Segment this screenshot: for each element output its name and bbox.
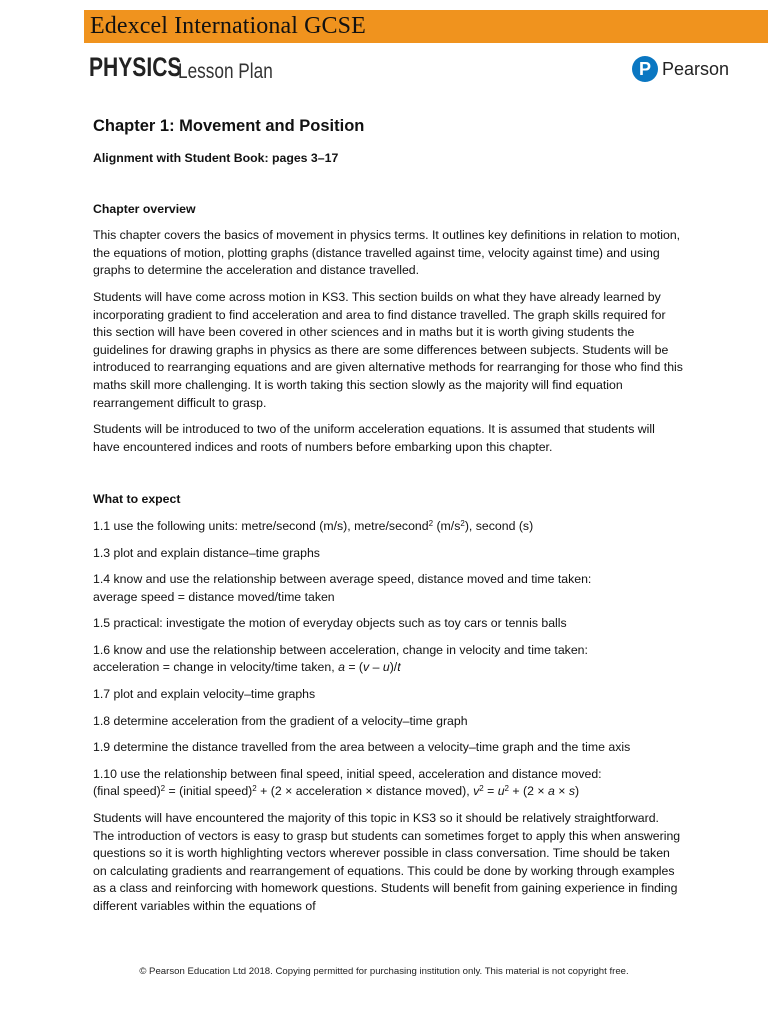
expect-item: 1.3 plot and explain distance–time graphs (93, 545, 320, 560)
expect-item: 1.10 use the relationship between final speed, initial speed, acceleration and distance moved: (final speed)$^2$ = (initial speed)$^2$ + (2 × acceleration × distance moved), $v^2 = u^2 + (2 \times a \times s)$ (93, 766, 602, 799)
overview-heading: Chapter overview (93, 201, 196, 216)
copyright-footer: © Pearson Education Ltd 2018. Copying permitted for purchasing institution only. This material is not copyright free. (139, 966, 629, 977)
expect-item: 1.4 know and use the relationship between average speed, distance moved and time taken: average speed = distance moved/time taken (93, 572, 592, 604)
expect-item: 1.5 practical: investigate the motion of everyday objects such as toy cars or tennis balls (93, 616, 567, 631)
overview-paragraph: Students will be introduced to two of the uniform acceleration equations. It is assumed that students will have encountered indices and roots of numbers before embarking upon this chapter. (93, 422, 655, 454)
pearson-logo-icon: P (632, 56, 658, 82)
pearson-logo (632, 55, 729, 83)
banner-title: Edexcel International GCSE (90, 13, 366, 39)
subject-title (89, 52, 273, 83)
expect-item: 1.1 use the following units: metre/second (m/s), metre/second$^2$ $(m/s^2)$, second (s) (93, 518, 534, 533)
expect-item: 1.9 determine the distance travelled from the area between a velocity–time graph and the time axis (93, 740, 631, 755)
closing-paragraph: Students will have encountered the majority of this topic in KS3 so it should be relatively straightforward. The introduction of vectors is easy to grasp but students can sometimes forget to apply this when answering questions so it is worth highlighting vectors wherever possible in class conversation. Time should be taken on calculating gradients and rearrangement of equations. This could be done by working through examples as a class and reinforcing with homework questions. Students will benefit from gaining experience in finding different variables within the equations of (93, 811, 681, 913)
header-banner (84, 10, 768, 43)
expect-item: 1.7 plot and explain velocity–time graphs (93, 687, 316, 702)
pearson-logo-text: Pearson (662, 58, 730, 79)
expect-heading: What to expect (93, 492, 181, 507)
overview-paragraph: This chapter covers the basics of movement in physics terms. It outlines key definitions in relation to motion, the equations of motion, plotting graphs (distance travelled against time, velocity against time) and using graphs to determine the acceleration and distance travelled. (93, 228, 681, 278)
expect-item: 1.8 determine acceleration from the gradient of a velocity–time graph (93, 713, 468, 728)
subject-name: PHYSICS (89, 52, 182, 82)
subject-subtitle: Lesson Plan (178, 60, 273, 83)
alignment-note: Alignment with Student Book: pages 3–17 (93, 151, 339, 165)
chapter-title: Chapter 1: Movement and Position (93, 117, 365, 135)
page-content (93, 115, 683, 925)
overview-paragraph: Students will have come across motion in KS3. This section builds on what they have already learned by incorporating gradient to find acceleration and area to find distance travelled. The graph skills required for this section will have been covered in other sciences and in maths but it is worth giving students the guidelines for drawing graphs in physics as there are some differences between subjects. Students will be introduced to rearranging equations and are given alternative methods for rearranging for those who find this maths skill more challenging. It is worth taking this section slowly as the majority will find equation rearrangement difficult to grasp. (93, 289, 683, 410)
expect-item: 1.6 know and use the relationship between acceleration, change in velocity and time taken: acceleration = change in velocity/time taken, a = (v – u)/t (93, 642, 588, 675)
